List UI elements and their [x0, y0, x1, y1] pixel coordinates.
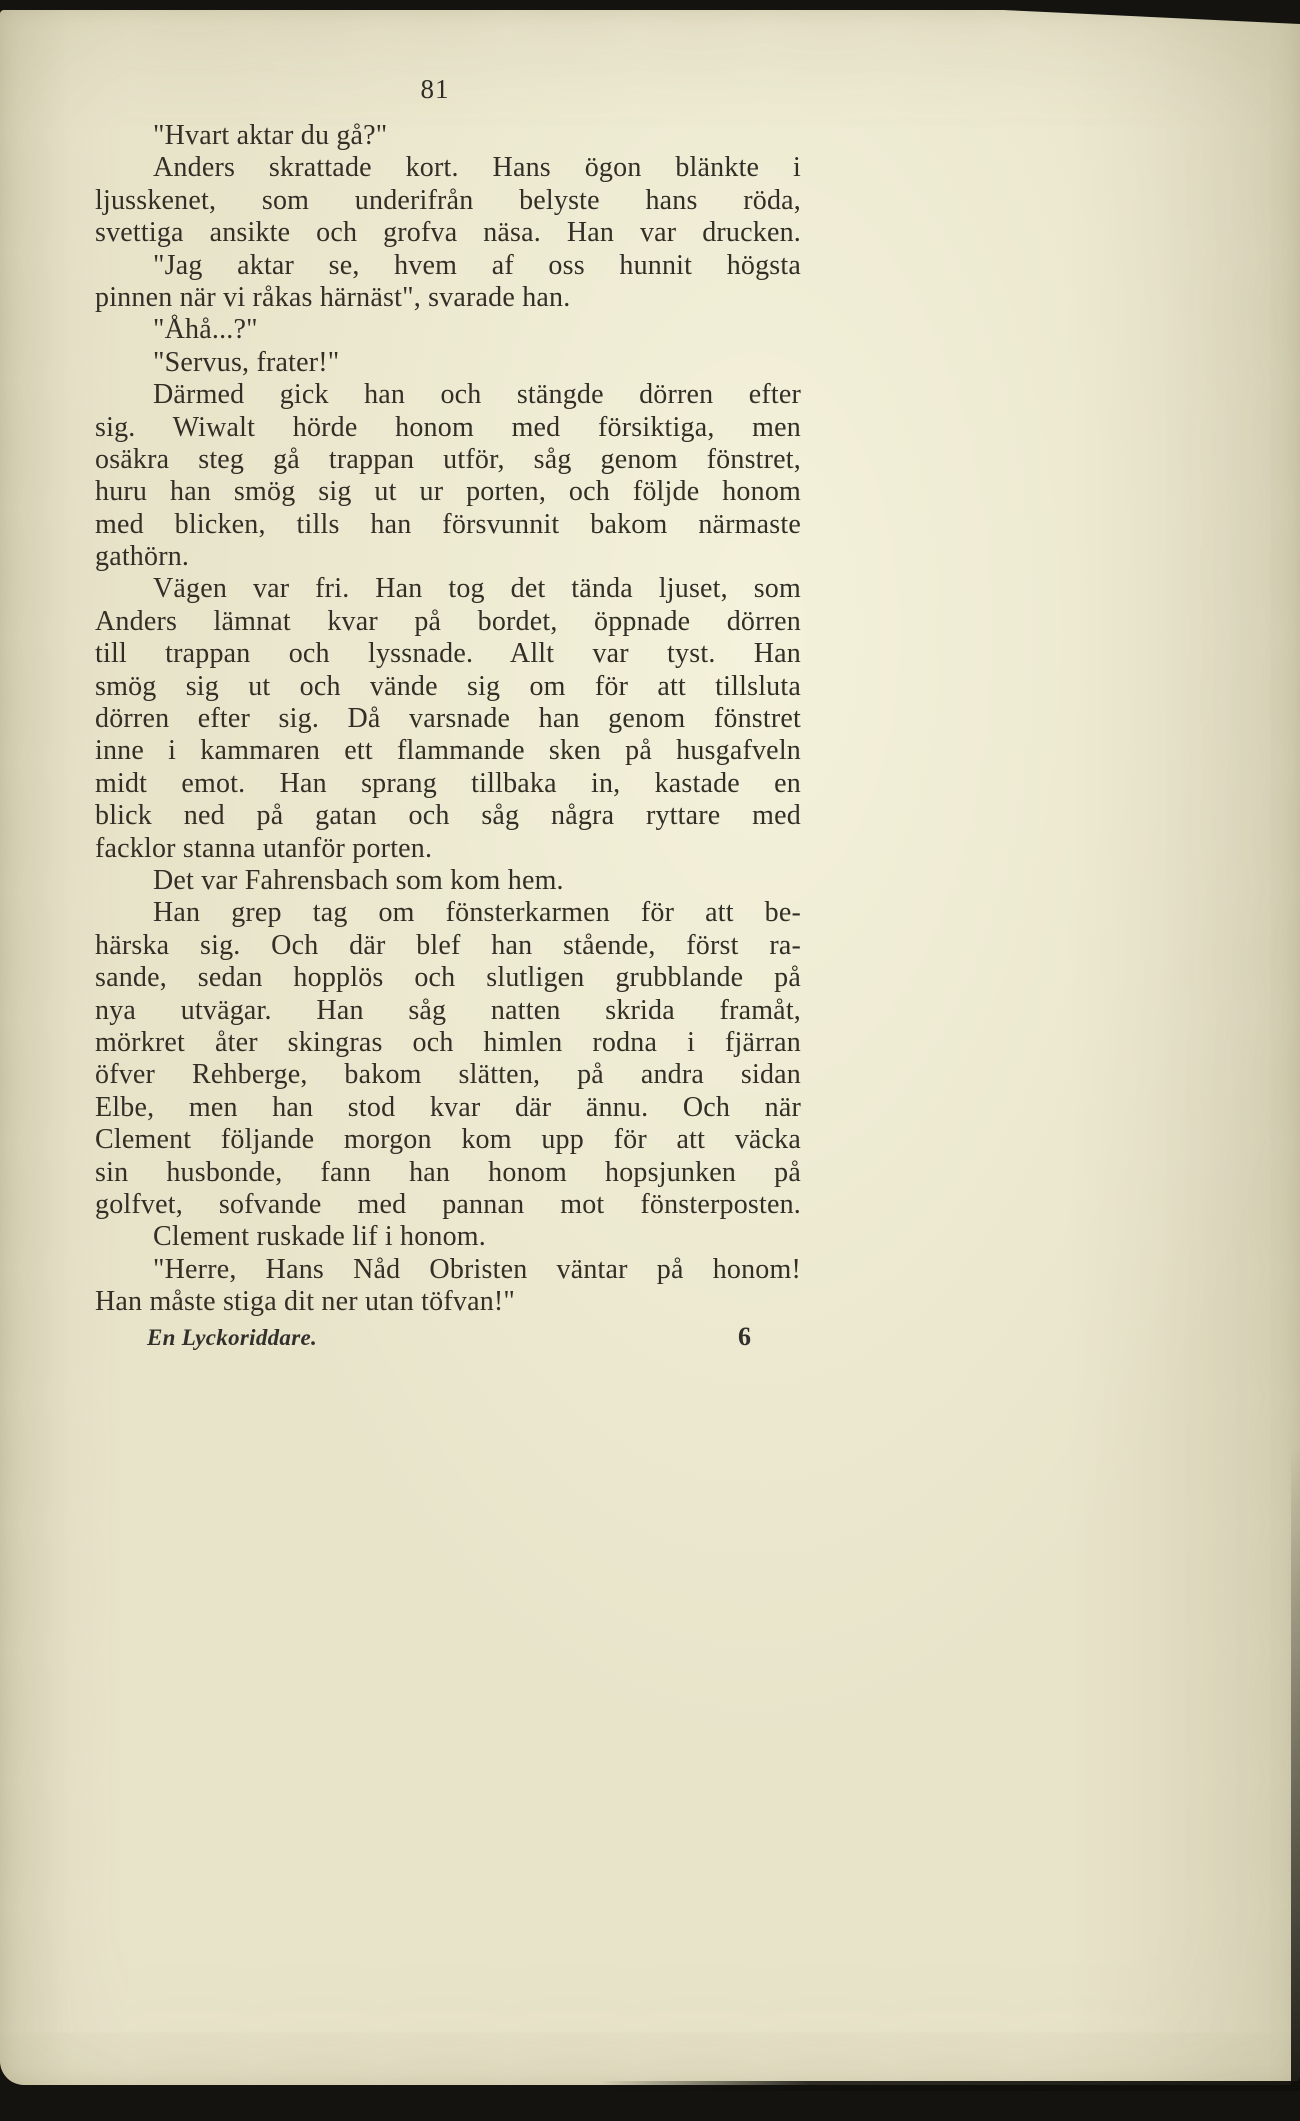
- text-line: midt emot. Han sprang tillbaka in, kastade en: [95, 767, 801, 799]
- text-line: härska sig. Och där blef han stående, först ra-: [95, 929, 801, 961]
- text-line: facklor stanna utanför porten.: [95, 832, 433, 864]
- text-line: Han grep tag om fönsterkarmen för att be-: [153, 897, 801, 929]
- text-line: svettiga ansikte och grofva näsa. Han var drucken.: [95, 217, 801, 249]
- text-block: [95, 120, 801, 1318]
- page-number: 81: [420, 74, 450, 104]
- text-line: dörren efter sig. Då varsnade han genom fönstret: [95, 703, 801, 735]
- paper-page: [0, 10, 1300, 2085]
- text-line: Han måste stiga dit ner utan töfvan!": [95, 1286, 516, 1318]
- text-line: mörkret åter skingras och himlen rodna i fjärran: [95, 1026, 801, 1058]
- scan-edge-bottom: [598, 2081, 1300, 2091]
- text-line: Det var Fahrensbach som kom hem.: [153, 864, 564, 896]
- text-line: sig. Wiwalt hörde honom med försiktiga, men: [95, 411, 801, 443]
- text-line: "Servus, frater!": [153, 346, 340, 378]
- text-line: Anders lämnat kvar på bordet, öppnade dörren: [95, 605, 801, 637]
- scan-edge-right: [1291, 1445, 1300, 2085]
- text-line: inne i kammaren ett flammande sken på husgafveln: [95, 735, 801, 767]
- text-line: sin husbonde, fann han honom hopsjunken på: [95, 1156, 801, 1188]
- text-line: golfvet, sofvande med pannan mot fönsterposten.: [95, 1188, 801, 1220]
- text-line: Clement ruskade lif i honom.: [153, 1221, 486, 1253]
- text-line: med blicken, tills han försvunnit bakom närmaste: [95, 508, 801, 540]
- text-line: Vägen var fri. Han tog det tända ljuset, som: [153, 573, 801, 605]
- text-line: Elbe, men han stod kvar där ännu. Och när: [95, 1091, 801, 1123]
- text-line: "Hvart aktar du gå?": [153, 120, 388, 151]
- text-line: Anders skrattade kort. Hans ögon blänkte i: [153, 152, 801, 184]
- text-line: "Jag aktar se, hvem af oss hunnit högsta: [153, 249, 801, 281]
- text-line: sande, sedan hopplös och slutligen grubblande på: [95, 962, 801, 994]
- text-line: "Åhå...?": [153, 314, 258, 346]
- text-line: nya utvägar. Han såg natten skrida framåt,: [95, 994, 801, 1026]
- text-line: Clement följande morgon kom upp för att väcka: [95, 1124, 801, 1156]
- text-line: Därmed gick han och stängde dörren efter: [153, 379, 801, 411]
- text-line: gathörn.: [95, 541, 190, 573]
- text-line: "Herre, Hans Nåd Obristen väntar på honom!: [153, 1253, 801, 1285]
- text-line: osäkra steg gå trappan utför, såg genom fönstret,: [95, 443, 801, 475]
- text-line: pinnen när vi råkas härnäst", svarade han.: [95, 281, 571, 313]
- text-line: ljusskenet, som underifrån belyste hans röda,: [95, 184, 801, 216]
- text-line: huru han smög sig ut ur porten, och följde honom: [95, 476, 801, 508]
- signature-mark: 6: [738, 1322, 751, 1351]
- text-line: smög sig ut och vände sig om för att tillsluta: [95, 670, 801, 702]
- text-line: öfver Rehberge, bakom slätten, på andra sidan: [95, 1059, 801, 1091]
- book-title-footer: En Lyckoriddare.: [147, 1325, 318, 1350]
- text-line: till trappan och lyssnade. Allt var tyst. Han: [95, 638, 801, 670]
- text-line: blick ned på gatan och såg några ryttare med: [95, 800, 801, 832]
- page-footer: [95, 1322, 801, 1352]
